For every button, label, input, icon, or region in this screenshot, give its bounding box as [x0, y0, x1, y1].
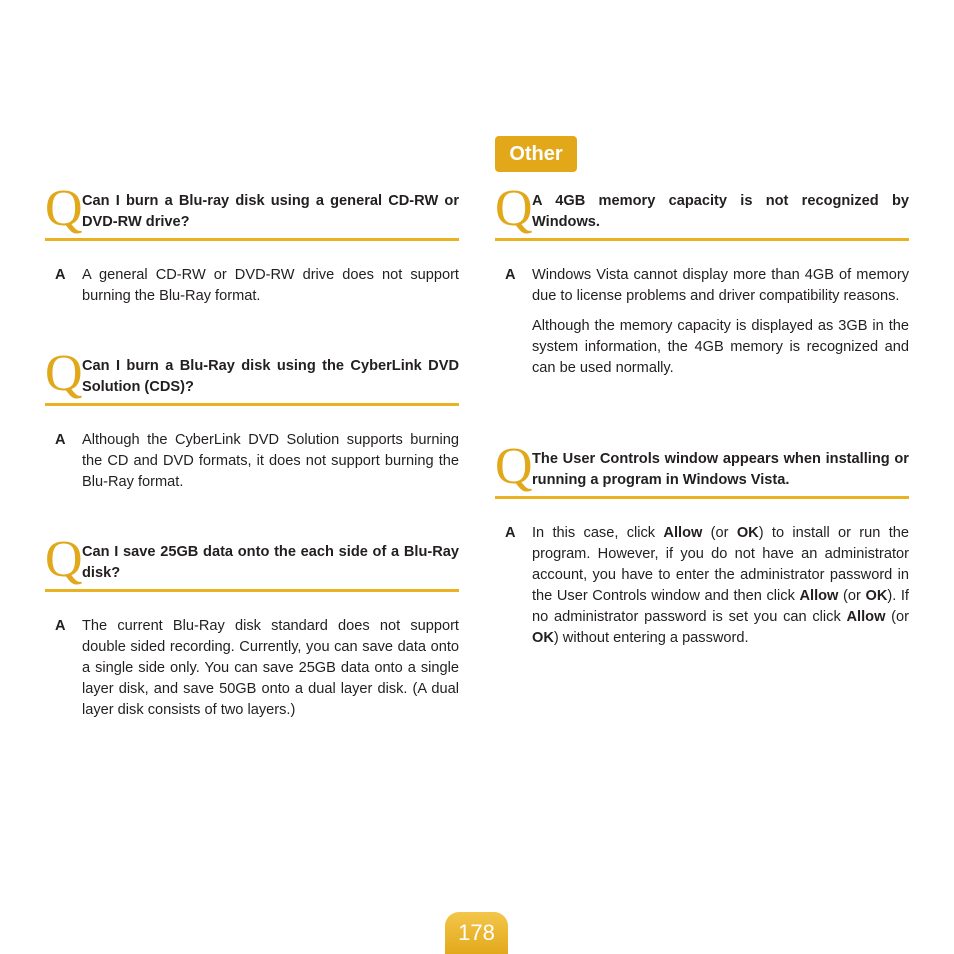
- question-row: [45, 531, 459, 588]
- question-divider: [45, 589, 459, 592]
- a-marker: A: [55, 618, 66, 634]
- answer-text: The current Blu-Ray disk standard does not support double sided recording. Currently, you can save data onto a single side only. You can save 25GB data onto a single layer disk, and save 50GB onto a dual layer disk. (A dual layer disk consists of two layers.): [82, 618, 459, 718]
- answer-row: [495, 265, 909, 379]
- qa-item-bluray-general-drive: [45, 180, 459, 316]
- question-row: [495, 180, 909, 237]
- ok-label: OK: [736, 525, 759, 541]
- q-marker: Q: [45, 180, 83, 237]
- answer-row: [495, 523, 909, 649]
- page-number: 178: [445, 912, 508, 954]
- q-marker: Q: [495, 180, 533, 237]
- q-marker: Q: [45, 345, 83, 402]
- q-marker: Q: [45, 531, 83, 588]
- question-text: Can I burn a Blu-Ray disk using the CyberLink DVD Solution (CDS)?: [82, 358, 459, 395]
- answer-row: [45, 265, 459, 307]
- qa-item-user-controls: [495, 438, 910, 658]
- allow-label: Allow: [663, 525, 703, 541]
- question-divider: [45, 238, 459, 241]
- a-marker: A: [505, 525, 516, 541]
- answer-row: [45, 430, 459, 493]
- question-text: Can I burn a Blu-ray disk using a general CD-RW or DVD-RW drive?: [82, 193, 459, 230]
- answer-text: A general CD-RW or DVD-RW drive does not support burning the Blu-Ray format.: [82, 267, 459, 304]
- ok-label: OK: [865, 588, 888, 604]
- a-marker: A: [55, 432, 66, 448]
- allow-label: Allow: [846, 609, 886, 625]
- question-row: [45, 180, 459, 237]
- answer-row: [45, 616, 459, 721]
- question-divider: [495, 496, 909, 499]
- q-marker: Q: [495, 438, 533, 495]
- question-divider: [45, 403, 459, 406]
- qa-item-bluray-cds: [45, 345, 459, 502]
- qa-item-4gb-memory: [495, 180, 909, 388]
- answer-text: In this case, click Allow (or OK) to install or run the program. However, if you do not have an administrator account, you have to enter the administrator password in the User Controls window and then click Allow (or OK). If no administrator password is set you can click Allow (or OK) without entering a password.: [532, 525, 910, 646]
- a-marker: A: [505, 267, 516, 283]
- allow-label: Allow: [799, 588, 839, 604]
- question-text: The User Controls window appears when installing or running a program in Windows Vista.: [532, 451, 909, 488]
- question-divider: [495, 238, 909, 241]
- answer-text: Windows Vista cannot display more than 4GB of memory due to license problems and driver compatibility reasons.: [532, 267, 909, 304]
- question-row: [45, 345, 459, 402]
- question-text: Can I save 25GB data onto the each side of a Blu-Ray disk?: [82, 544, 459, 581]
- question-row: [495, 438, 909, 495]
- ok-label: OK: [532, 630, 554, 646]
- qa-item-bluray-25gb: [45, 531, 459, 730]
- section-label-other: Other: [495, 136, 577, 172]
- answer-text-2: Although the memory capacity is displayed as 3GB in the system information, the 4GB memory is recognized and can be used normally.: [532, 318, 909, 376]
- answer-text: Although the CyberLink DVD Solution supports burning the CD and DVD formats, it does not support burning the Blu-Ray format.: [82, 432, 459, 490]
- question-text: A 4GB memory capacity is not recognized by Windows.: [532, 193, 909, 230]
- a-marker: A: [55, 267, 66, 283]
